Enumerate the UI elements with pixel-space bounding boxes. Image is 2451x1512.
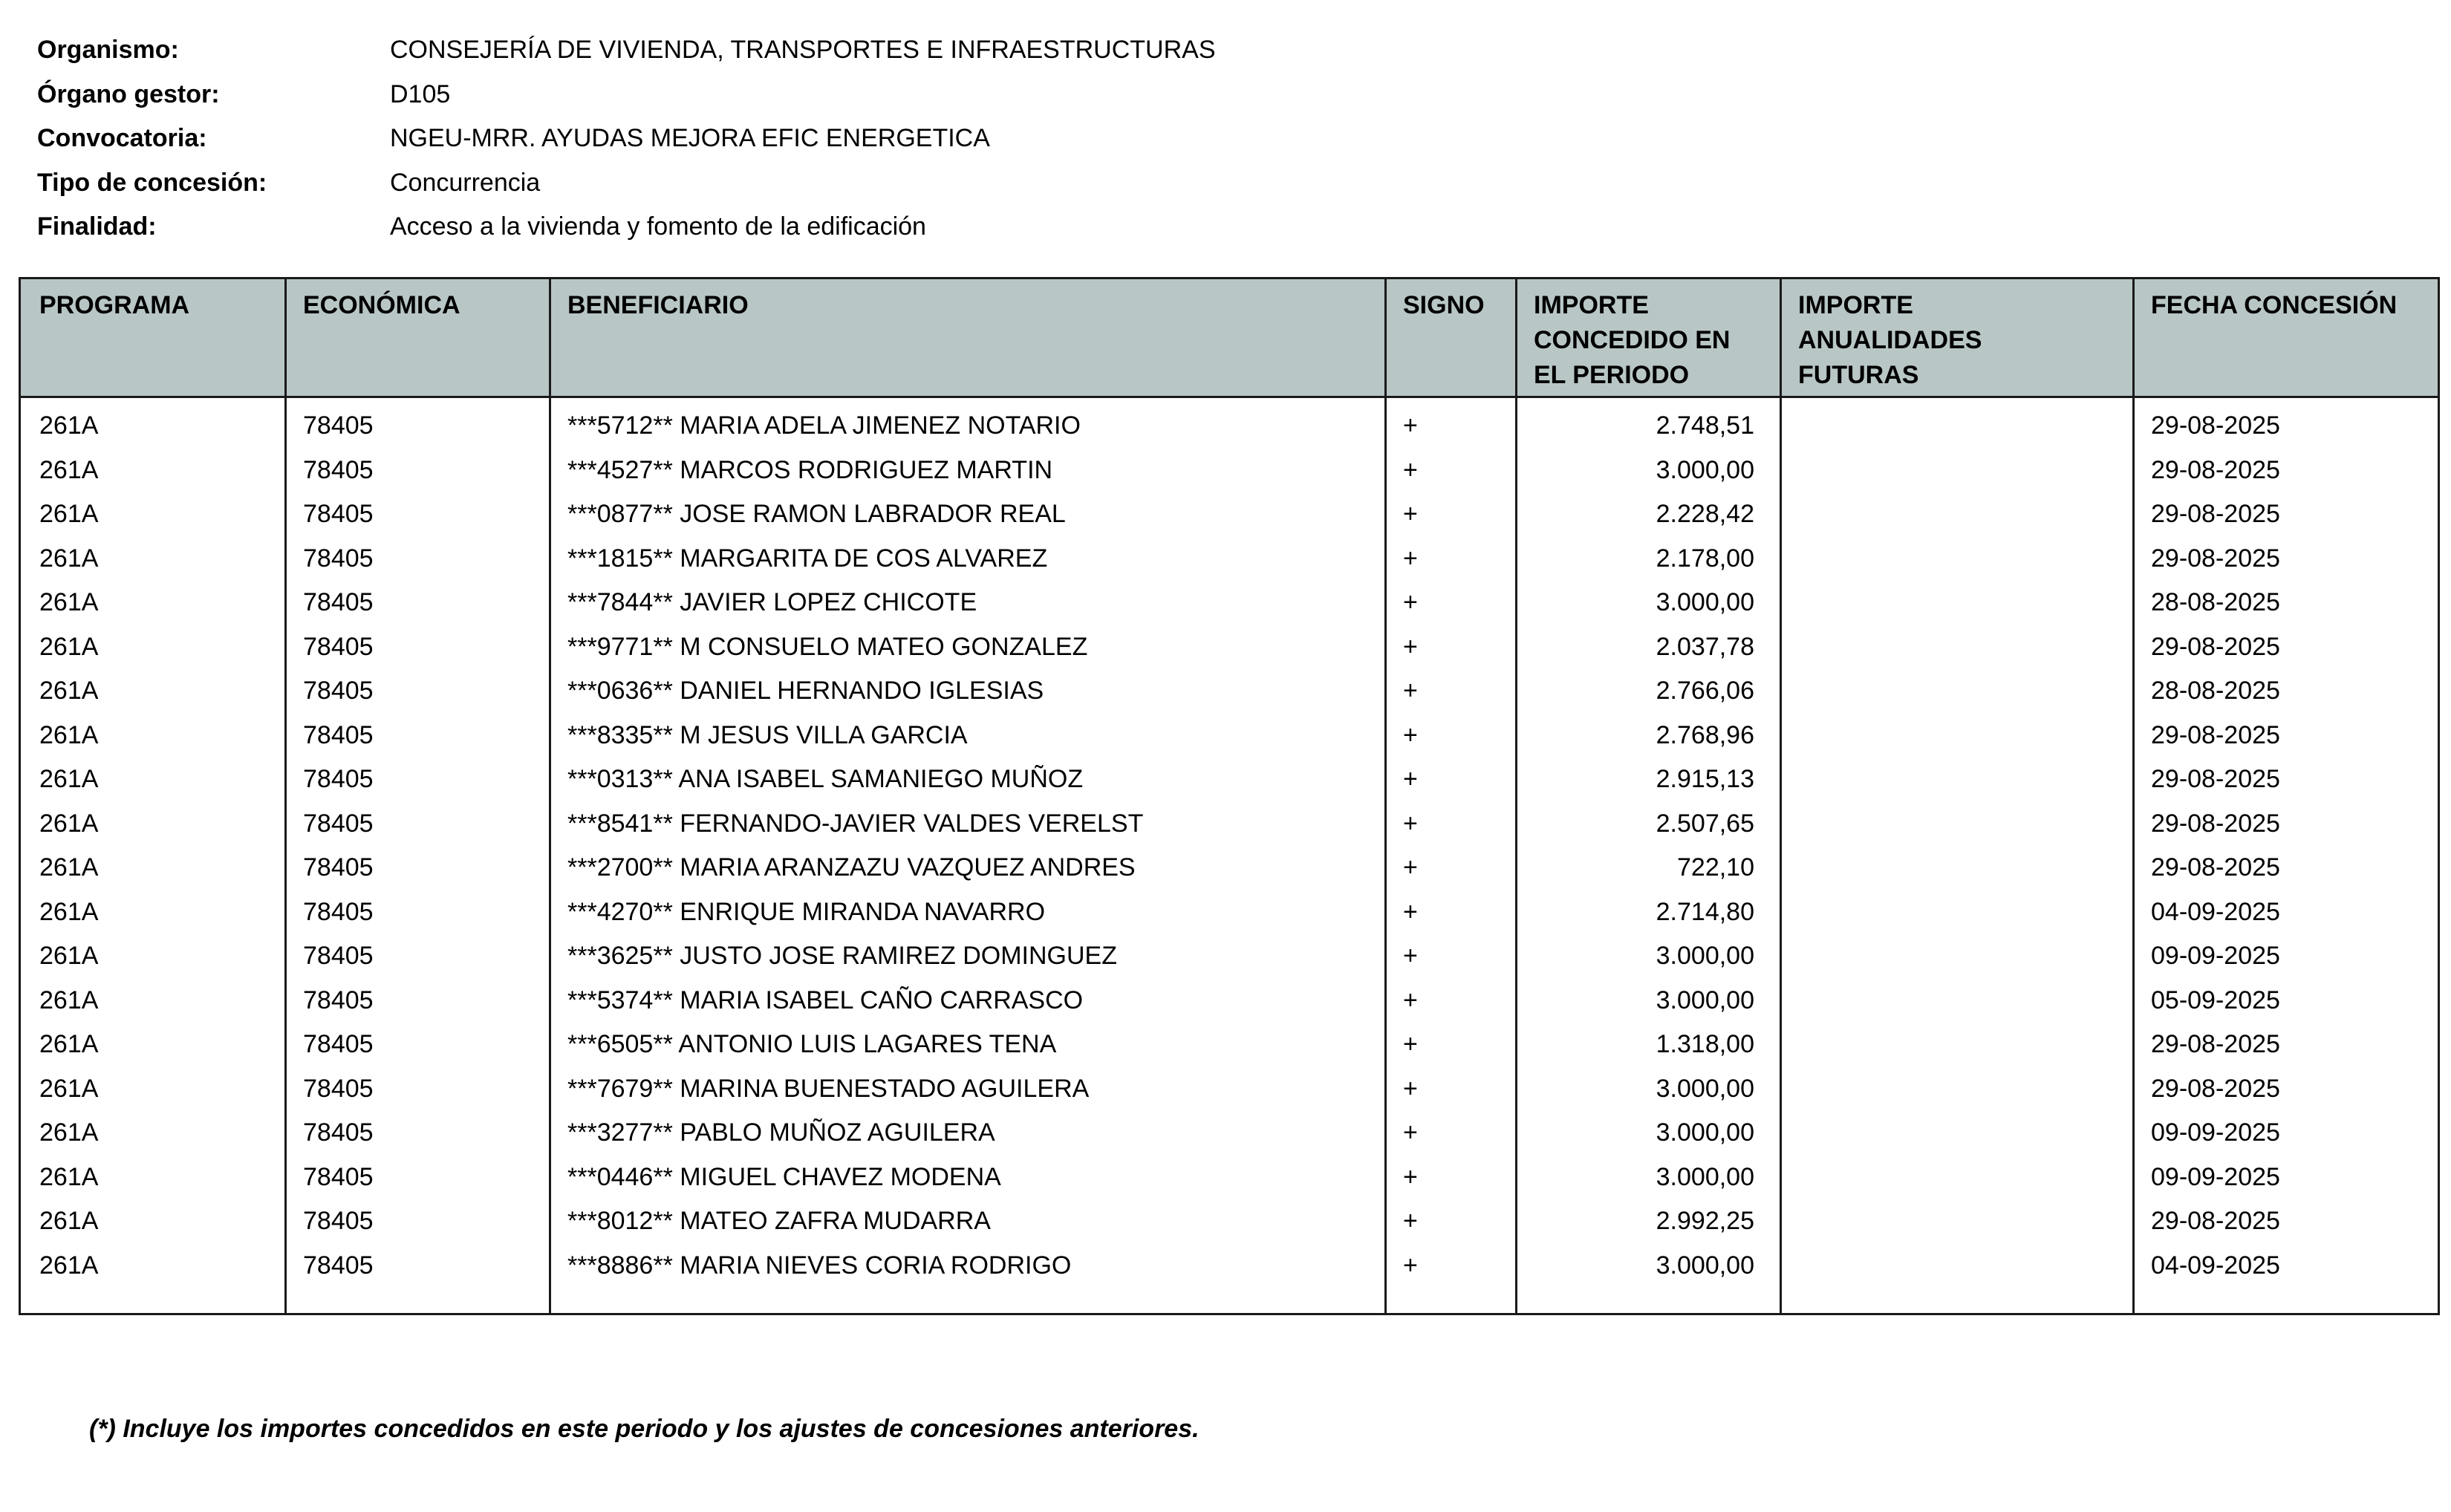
cell-economica: 78405 <box>303 1074 374 1103</box>
cell-economica: 78405 <box>303 588 374 616</box>
cell-economica: 78405 <box>303 809 374 838</box>
header-signo: SIGNO <box>1403 291 1485 319</box>
cell-economica: 78405 <box>303 632 374 661</box>
cell-beneficiario: ***3625** JUSTO JOSE RAMIREZ DOMINGUEZ <box>567 942 1117 970</box>
cell-fecha: 29-08-2025 <box>2151 1030 2280 1058</box>
cell-economica: 78405 <box>303 1118 374 1147</box>
cell-programa: 261A <box>39 1251 99 1280</box>
concessions-table <box>19 277 2440 1315</box>
cell-beneficiario: ***8012** MATEO ZAFRA MUDARRA <box>567 1207 991 1235</box>
table-row <box>21 1244 2438 1288</box>
cell-signo: + <box>1403 411 1418 440</box>
table-row <box>21 1023 2438 1067</box>
header-programa: PROGRAMA <box>39 291 190 319</box>
table-row <box>21 1199 2438 1244</box>
cell-beneficiario: ***4527** MARCOS RODRIGUEZ MARTIN <box>567 455 1053 484</box>
cell-signo: + <box>1403 897 1418 926</box>
header-fecha-concesion: FECHA CONCESIÓN <box>2151 291 2398 319</box>
cell-beneficiario: ***0877** JOSE RAMON LABRADOR REAL <box>567 500 1066 528</box>
meta-row-organo-gestor <box>37 73 1523 117</box>
cell-importe: 1.318,00 <box>1656 1030 1754 1058</box>
cell-fecha: 29-08-2025 <box>2151 411 2280 440</box>
cell-fecha: 29-08-2025 <box>2151 853 2280 882</box>
cell-importe: 2.178,00 <box>1656 544 1754 573</box>
header-beneficiario: BENEFICIARIO <box>567 291 749 319</box>
cell-fecha: 29-08-2025 <box>2151 544 2280 573</box>
footnote: (*) Incluye los importes concedidos en este periodo y los ajustes de concesiones anteriores. <box>89 1415 1200 1443</box>
cell-fecha: 04-09-2025 <box>2151 897 2280 926</box>
cell-importe: 3.000,00 <box>1656 1251 1754 1280</box>
cell-programa: 261A <box>39 985 99 1014</box>
cell-fecha: 29-08-2025 <box>2151 1074 2280 1103</box>
cell-importe: 3.000,00 <box>1656 588 1754 616</box>
cell-signo: + <box>1403 765 1418 793</box>
cell-programa: 261A <box>39 455 99 484</box>
cell-importe: 3.000,00 <box>1656 1074 1754 1103</box>
cell-fecha: 09-09-2025 <box>2151 1118 2280 1147</box>
header-importe-anualidades: IMPORTE ANUALIDADES FUTURAS <box>1798 291 1982 389</box>
cell-economica: 78405 <box>303 720 374 749</box>
table-row <box>21 1111 2438 1156</box>
cell-programa: 261A <box>39 942 99 970</box>
convocatoria-value: NGEU-MRR. AYUDAS MEJORA EFIC ENERGETICA <box>390 124 990 153</box>
table-row <box>21 1156 2438 1200</box>
table-row <box>21 757 2438 802</box>
cell-fecha: 04-09-2025 <box>2151 1251 2280 1280</box>
cell-programa: 261A <box>39 1118 99 1147</box>
cell-beneficiario: ***5374** MARIA ISABEL CAÑO CARRASCO <box>567 985 1084 1014</box>
table-row <box>21 934 2438 979</box>
table-row <box>21 625 2438 670</box>
document-metadata <box>37 28 1523 250</box>
cell-economica: 78405 <box>303 1030 374 1058</box>
cell-fecha: 29-08-2025 <box>2151 765 2280 793</box>
table-row <box>21 890 2438 935</box>
cell-beneficiario: ***0446** MIGUEL CHAVEZ MODENA <box>567 1162 1001 1191</box>
cell-programa: 261A <box>39 632 99 661</box>
cell-economica: 78405 <box>303 455 374 484</box>
cell-economica: 78405 <box>303 411 374 440</box>
cell-programa: 261A <box>39 411 99 440</box>
cell-importe: 2.748,51 <box>1656 411 1754 440</box>
cell-importe: 2.037,78 <box>1656 632 1754 661</box>
organo-gestor-label: Órgano gestor: <box>37 79 220 108</box>
cell-economica: 78405 <box>303 897 374 926</box>
meta-row-convocatoria <box>37 117 1523 161</box>
cell-economica: 78405 <box>303 985 374 1014</box>
cell-beneficiario: ***3277** PABLO MUÑOZ AGUILERA <box>567 1118 995 1147</box>
cell-fecha: 09-09-2025 <box>2151 942 2280 970</box>
finalidad-label: Finalidad: <box>37 212 157 241</box>
cell-signo: + <box>1403 942 1418 970</box>
table-row <box>21 581 2438 625</box>
cell-beneficiario: ***0313** ANA ISABEL SAMANIEGO MUÑOZ <box>567 765 1084 793</box>
cell-economica: 78405 <box>303 677 374 705</box>
cell-signo: + <box>1403 632 1418 661</box>
cell-signo: + <box>1403 985 1418 1014</box>
meta-row-tipo-concesion <box>37 161 1523 206</box>
cell-signo: + <box>1403 1251 1418 1280</box>
cell-signo: + <box>1403 544 1418 573</box>
cell-importe: 2.768,96 <box>1656 720 1754 749</box>
cell-importe: 3.000,00 <box>1656 455 1754 484</box>
cell-signo: + <box>1403 677 1418 705</box>
table-row <box>21 846 2438 890</box>
cell-programa: 261A <box>39 1030 99 1058</box>
cell-economica: 78405 <box>303 544 374 573</box>
cell-fecha: 29-08-2025 <box>2151 500 2280 528</box>
tipo-concesion-label: Tipo de concesión: <box>37 168 267 197</box>
cell-importe: 2.915,13 <box>1656 765 1754 793</box>
header-economica: ECONÓMICA <box>303 291 460 319</box>
cell-beneficiario: ***8541** FERNANDO-JAVIER VALDES VERELST <box>567 809 1144 838</box>
cell-fecha: 29-08-2025 <box>2151 809 2280 838</box>
cell-programa: 261A <box>39 765 99 793</box>
cell-signo: + <box>1403 853 1418 882</box>
cell-importe: 2.766,06 <box>1656 677 1754 705</box>
cell-programa: 261A <box>39 677 99 705</box>
cell-importe: 3.000,00 <box>1656 1118 1754 1147</box>
cell-programa: 261A <box>39 1074 99 1103</box>
cell-importe: 2.507,65 <box>1656 809 1754 838</box>
meta-row-finalidad <box>37 205 1523 250</box>
cell-economica: 78405 <box>303 942 374 970</box>
cell-fecha: 09-09-2025 <box>2151 1162 2280 1191</box>
cell-fecha: 29-08-2025 <box>2151 720 2280 749</box>
cell-importe: 2.228,42 <box>1656 500 1754 528</box>
cell-importe: 2.714,80 <box>1656 897 1754 926</box>
meta-row-organismo <box>37 28 1523 73</box>
cell-signo: + <box>1403 455 1418 484</box>
cell-signo: + <box>1403 500 1418 528</box>
cell-programa: 261A <box>39 1162 99 1191</box>
cell-beneficiario: ***7679** MARINA BUENESTADO AGUILERA <box>567 1074 1090 1103</box>
cell-beneficiario: ***0636** DANIEL HERNANDO IGLESIAS <box>567 677 1044 705</box>
organo-gestor-value: D105 <box>390 79 451 108</box>
organismo-value: CONSEJERÍA DE VIVIENDA, TRANSPORTES E INFRAESTRUCTURAS <box>390 36 1216 65</box>
cell-fecha: 28-08-2025 <box>2151 588 2280 616</box>
cell-programa: 261A <box>39 809 99 838</box>
cell-beneficiario: ***7844** JAVIER LOPEZ CHICOTE <box>567 588 977 616</box>
cell-signo: + <box>1403 1118 1418 1147</box>
cell-programa: 261A <box>39 500 99 528</box>
cell-economica: 78405 <box>303 1207 374 1235</box>
table-row <box>21 802 2438 847</box>
cell-importe: 2.992,25 <box>1656 1207 1754 1235</box>
cell-importe: 3.000,00 <box>1656 985 1754 1014</box>
table-row <box>21 537 2438 581</box>
cell-programa: 261A <box>39 1207 99 1235</box>
cell-importe: 3.000,00 <box>1656 1162 1754 1191</box>
cell-signo: + <box>1403 1207 1418 1235</box>
cell-programa: 261A <box>39 720 99 749</box>
cell-importe: 722,10 <box>1677 853 1754 882</box>
cell-programa: 261A <box>39 544 99 573</box>
cell-fecha: 29-08-2025 <box>2151 1207 2280 1235</box>
table-row <box>21 714 2438 758</box>
table-row <box>21 449 2438 493</box>
cell-beneficiario: ***4270** ENRIQUE MIRANDA NAVARRO <box>567 897 1046 926</box>
cell-economica: 78405 <box>303 1162 374 1191</box>
cell-programa: 261A <box>39 853 99 882</box>
cell-fecha: 29-08-2025 <box>2151 455 2280 484</box>
cell-programa: 261A <box>39 588 99 616</box>
cell-economica: 78405 <box>303 853 374 882</box>
cell-beneficiario: ***5712** MARIA ADELA JIMENEZ NOTARIO <box>567 411 1081 440</box>
table-row <box>21 492 2438 537</box>
cell-signo: + <box>1403 720 1418 749</box>
cell-beneficiario: ***9771** M CONSUELO MATEO GONZALEZ <box>567 632 1088 661</box>
cell-signo: + <box>1403 1074 1418 1103</box>
cell-signo: + <box>1403 809 1418 838</box>
cell-signo: + <box>1403 1030 1418 1058</box>
convocatoria-label: Convocatoria: <box>37 124 207 153</box>
cell-economica: 78405 <box>303 1251 374 1280</box>
cell-signo: + <box>1403 588 1418 616</box>
cell-beneficiario: ***2700** MARIA ARANZAZU VAZQUEZ ANDRES <box>567 853 1136 882</box>
table-row <box>21 1067 2438 1112</box>
table-row <box>21 404 2438 449</box>
tipo-concesion-value: Concurrencia <box>390 168 541 197</box>
cell-importe: 3.000,00 <box>1656 942 1754 970</box>
cell-fecha: 05-09-2025 <box>2151 985 2280 1014</box>
cell-beneficiario: ***6505** ANTONIO LUIS LAGARES TENA <box>567 1030 1057 1058</box>
table-row <box>21 669 2438 714</box>
cell-beneficiario: ***1815** MARGARITA DE COS ALVAREZ <box>567 544 1048 573</box>
organismo-label: Organismo: <box>37 36 179 65</box>
cell-signo: + <box>1403 1162 1418 1191</box>
cell-programa: 261A <box>39 897 99 926</box>
cell-beneficiario: ***8886** MARIA NIEVES CORIA RODRIGO <box>567 1251 1072 1280</box>
cell-fecha: 29-08-2025 <box>2151 632 2280 661</box>
cell-economica: 78405 <box>303 765 374 793</box>
cell-beneficiario: ***8335** M JESUS VILLA GARCIA <box>567 720 968 749</box>
cell-economica: 78405 <box>303 500 374 528</box>
header-importe-concedido: IMPORTE CONCEDIDO EN EL PERIODO <box>1534 291 1731 389</box>
table-row <box>21 979 2438 1023</box>
cell-fecha: 28-08-2025 <box>2151 677 2280 705</box>
finalidad-value: Acceso a la vivienda y fomento de la edificación <box>390 212 926 241</box>
